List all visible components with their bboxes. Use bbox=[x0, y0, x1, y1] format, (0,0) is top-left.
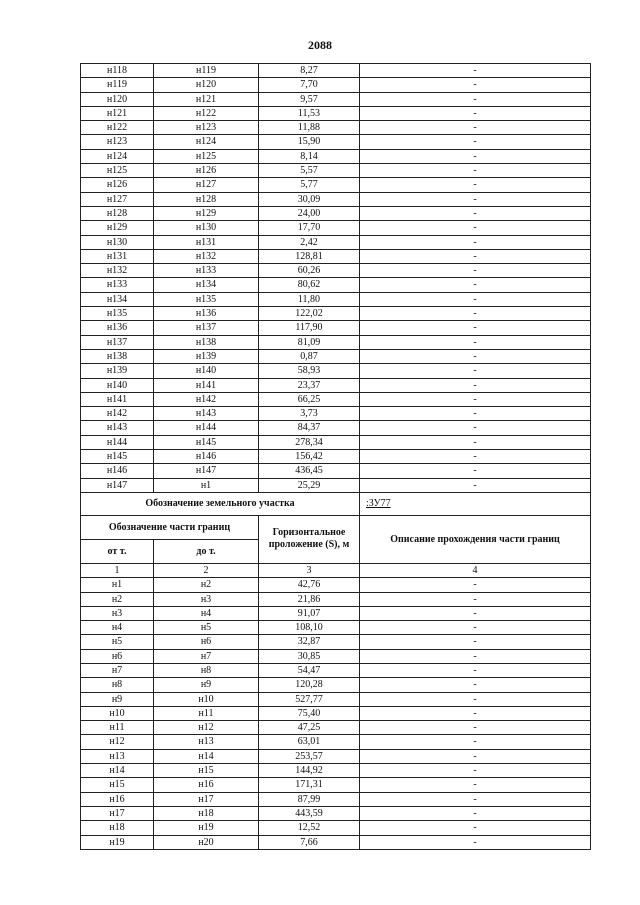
to-point: н19 bbox=[154, 821, 259, 835]
from-point: н118 bbox=[81, 64, 154, 78]
horizontal-distance: 87,99 bbox=[259, 792, 360, 806]
horizontal-distance: 66,25 bbox=[259, 392, 360, 406]
to-point: н134 bbox=[154, 278, 259, 292]
table-row bbox=[81, 635, 591, 649]
horizontal-distance: 12,52 bbox=[259, 821, 360, 835]
description: - bbox=[360, 249, 591, 263]
horizontal-distance: 8,14 bbox=[259, 149, 360, 163]
from-point: н134 bbox=[81, 292, 154, 306]
column-number: 2 bbox=[154, 563, 259, 577]
description: - bbox=[360, 764, 591, 778]
table-row bbox=[81, 364, 591, 378]
horizontal-distance: 117,90 bbox=[259, 321, 360, 335]
table-row bbox=[81, 764, 591, 778]
from-point: н17 bbox=[81, 806, 154, 820]
to-point: н128 bbox=[154, 192, 259, 206]
from-point: н125 bbox=[81, 164, 154, 178]
table-row bbox=[81, 307, 591, 321]
horizontal-distance: 5,57 bbox=[259, 164, 360, 178]
to-point: н139 bbox=[154, 349, 259, 363]
description: - bbox=[360, 235, 591, 249]
description: - bbox=[360, 735, 591, 749]
from-point: н122 bbox=[81, 121, 154, 135]
to-point: н3 bbox=[154, 592, 259, 606]
to-point: н130 bbox=[154, 221, 259, 235]
section2-header bbox=[81, 492, 591, 577]
to-point: н138 bbox=[154, 335, 259, 349]
from-point: н123 bbox=[81, 135, 154, 149]
description: - bbox=[360, 592, 591, 606]
parcel-label: Обозначение земельного участка bbox=[81, 492, 360, 515]
table-row bbox=[81, 164, 591, 178]
to-point: н18 bbox=[154, 806, 259, 820]
from-point: н124 bbox=[81, 149, 154, 163]
description: - bbox=[360, 106, 591, 120]
horizontal-distance: 2,42 bbox=[259, 235, 360, 249]
description: - bbox=[360, 221, 591, 235]
to-point: н127 bbox=[154, 178, 259, 192]
description: - bbox=[360, 335, 591, 349]
to-point: н16 bbox=[154, 778, 259, 792]
from-point: н18 bbox=[81, 821, 154, 835]
to-point: н129 bbox=[154, 206, 259, 220]
horizontal-distance: 80,62 bbox=[259, 278, 360, 292]
table-row bbox=[81, 464, 591, 478]
description: - bbox=[360, 378, 591, 392]
to-point: н132 bbox=[154, 249, 259, 263]
table-row bbox=[81, 663, 591, 677]
header-description: Описание прохождения части границ bbox=[360, 515, 591, 563]
table-row bbox=[81, 692, 591, 706]
description: - bbox=[360, 806, 591, 820]
from-point: н19 bbox=[81, 835, 154, 849]
horizontal-distance: 144,92 bbox=[259, 764, 360, 778]
horizontal-distance: 128,81 bbox=[259, 249, 360, 263]
parcel-value: :ЗУ77 bbox=[360, 492, 591, 515]
description: - bbox=[360, 435, 591, 449]
page-number: 2088 bbox=[308, 38, 332, 52]
table-row bbox=[81, 592, 591, 606]
horizontal-distance: 527,77 bbox=[259, 692, 360, 706]
horizontal-distance: 3,73 bbox=[259, 407, 360, 421]
table-row bbox=[81, 264, 591, 278]
description: - bbox=[360, 149, 591, 163]
to-point: н120 bbox=[154, 78, 259, 92]
description: - bbox=[360, 121, 591, 135]
from-point: н2 bbox=[81, 592, 154, 606]
to-point: н145 bbox=[154, 435, 259, 449]
to-point: н15 bbox=[154, 764, 259, 778]
from-point: н8 bbox=[81, 678, 154, 692]
horizontal-distance: 11,88 bbox=[259, 121, 360, 135]
from-point: н12 bbox=[81, 735, 154, 749]
from-point: н9 bbox=[81, 692, 154, 706]
from-point: н130 bbox=[81, 235, 154, 249]
to-point: н125 bbox=[154, 149, 259, 163]
horizontal-distance: 171,31 bbox=[259, 778, 360, 792]
from-point: н144 bbox=[81, 435, 154, 449]
from-point: н138 bbox=[81, 349, 154, 363]
from-point: н145 bbox=[81, 450, 154, 464]
horizontal-distance: 24,00 bbox=[259, 206, 360, 220]
horizontal-distance: 81,09 bbox=[259, 335, 360, 349]
to-point: н7 bbox=[154, 649, 259, 663]
from-point: н119 bbox=[81, 78, 154, 92]
to-point: н142 bbox=[154, 392, 259, 406]
table-row bbox=[81, 106, 591, 120]
column-number: 3 bbox=[259, 563, 360, 577]
description: - bbox=[360, 92, 591, 106]
horizontal-distance: 63,01 bbox=[259, 735, 360, 749]
from-point: н131 bbox=[81, 249, 154, 263]
header-from: от т. bbox=[81, 539, 154, 563]
table-row bbox=[81, 478, 591, 492]
to-point: н1 bbox=[154, 478, 259, 492]
description: - bbox=[360, 278, 591, 292]
from-point: н126 bbox=[81, 178, 154, 192]
to-point: н2 bbox=[154, 578, 259, 592]
from-point: н120 bbox=[81, 92, 154, 106]
description: - bbox=[360, 464, 591, 478]
table-row bbox=[81, 349, 591, 363]
description: - bbox=[360, 421, 591, 435]
table-row bbox=[81, 135, 591, 149]
description: - bbox=[360, 450, 591, 464]
from-point: н132 bbox=[81, 264, 154, 278]
table-row bbox=[81, 421, 591, 435]
table-row bbox=[81, 649, 591, 663]
horizontal-distance: 17,70 bbox=[259, 221, 360, 235]
horizontal-distance: 7,70 bbox=[259, 78, 360, 92]
table-row bbox=[81, 721, 591, 735]
description: - bbox=[360, 178, 591, 192]
from-point: н15 bbox=[81, 778, 154, 792]
horizontal-distance: 30,85 bbox=[259, 649, 360, 663]
column-number: 4 bbox=[360, 563, 591, 577]
horizontal-distance: 21,86 bbox=[259, 592, 360, 606]
to-point: н11 bbox=[154, 706, 259, 720]
horizontal-distance: 0,87 bbox=[259, 349, 360, 363]
description: - bbox=[360, 135, 591, 149]
description: - bbox=[360, 778, 591, 792]
table-row bbox=[81, 706, 591, 720]
from-point: н139 bbox=[81, 364, 154, 378]
horizontal-distance: 60,26 bbox=[259, 264, 360, 278]
table-row bbox=[81, 450, 591, 464]
from-point: н133 bbox=[81, 278, 154, 292]
description: - bbox=[360, 78, 591, 92]
table-row bbox=[81, 821, 591, 835]
table-row bbox=[81, 678, 591, 692]
description: - bbox=[360, 292, 591, 306]
description: - bbox=[360, 307, 591, 321]
from-point: н6 bbox=[81, 649, 154, 663]
description: - bbox=[360, 721, 591, 735]
from-point: н4 bbox=[81, 621, 154, 635]
description: - bbox=[360, 264, 591, 278]
table-row bbox=[81, 64, 591, 78]
from-point: н137 bbox=[81, 335, 154, 349]
description: - bbox=[360, 706, 591, 720]
description: - bbox=[360, 649, 591, 663]
table-row bbox=[81, 149, 591, 163]
from-point: н136 bbox=[81, 321, 154, 335]
to-point: н144 bbox=[154, 421, 259, 435]
horizontal-distance: 253,57 bbox=[259, 749, 360, 763]
horizontal-distance: 47,25 bbox=[259, 721, 360, 735]
description: - bbox=[360, 621, 591, 635]
table-row bbox=[81, 292, 591, 306]
description: - bbox=[360, 606, 591, 620]
to-point: н143 bbox=[154, 407, 259, 421]
table-row bbox=[81, 192, 591, 206]
horizontal-distance: 122,02 bbox=[259, 307, 360, 321]
description: - bbox=[360, 663, 591, 677]
description: - bbox=[360, 364, 591, 378]
table-row bbox=[81, 435, 591, 449]
table-row bbox=[81, 621, 591, 635]
from-point: н10 bbox=[81, 706, 154, 720]
horizontal-distance: 436,45 bbox=[259, 464, 360, 478]
from-point: н143 bbox=[81, 421, 154, 435]
to-point: н126 bbox=[154, 164, 259, 178]
from-point: н5 bbox=[81, 635, 154, 649]
to-point: н20 bbox=[154, 835, 259, 849]
from-point: н14 bbox=[81, 764, 154, 778]
to-point: н4 bbox=[154, 606, 259, 620]
table-row bbox=[81, 335, 591, 349]
horizontal-distance: 23,37 bbox=[259, 378, 360, 392]
description: - bbox=[360, 749, 591, 763]
description: - bbox=[360, 321, 591, 335]
from-point: н11 bbox=[81, 721, 154, 735]
table-row bbox=[81, 92, 591, 106]
to-point: н133 bbox=[154, 264, 259, 278]
from-point: н13 bbox=[81, 749, 154, 763]
boundary-table bbox=[80, 63, 591, 850]
header-boundary-part: Обозначение части границ bbox=[81, 515, 259, 539]
description: - bbox=[360, 164, 591, 178]
description: - bbox=[360, 578, 591, 592]
to-point: н119 bbox=[154, 64, 259, 78]
to-point: н10 bbox=[154, 692, 259, 706]
from-point: н147 bbox=[81, 478, 154, 492]
horizontal-distance: 25,29 bbox=[259, 478, 360, 492]
to-point: н146 bbox=[154, 450, 259, 464]
to-point: н14 bbox=[154, 749, 259, 763]
table-row bbox=[81, 249, 591, 263]
table-row bbox=[81, 578, 591, 592]
table-row bbox=[81, 735, 591, 749]
to-point: н9 bbox=[154, 678, 259, 692]
column-number: 1 bbox=[81, 563, 154, 577]
to-point: н124 bbox=[154, 135, 259, 149]
from-point: н1 bbox=[81, 578, 154, 592]
header-horizontal: Горизонтальное проложение (S), м bbox=[259, 515, 360, 563]
to-point: н5 bbox=[154, 621, 259, 635]
horizontal-distance: 108,10 bbox=[259, 621, 360, 635]
from-point: н3 bbox=[81, 606, 154, 620]
header-to: до т. bbox=[154, 539, 259, 563]
description: - bbox=[360, 407, 591, 421]
to-point: н140 bbox=[154, 364, 259, 378]
horizontal-distance: 30,09 bbox=[259, 192, 360, 206]
description: - bbox=[360, 821, 591, 835]
to-point: н121 bbox=[154, 92, 259, 106]
table-row bbox=[81, 392, 591, 406]
from-point: н142 bbox=[81, 407, 154, 421]
to-point: н147 bbox=[154, 464, 259, 478]
description: - bbox=[360, 64, 591, 78]
description: - bbox=[360, 835, 591, 849]
description: - bbox=[360, 192, 591, 206]
horizontal-distance: 278,34 bbox=[259, 435, 360, 449]
description: - bbox=[360, 392, 591, 406]
horizontal-distance: 443,59 bbox=[259, 806, 360, 820]
horizontal-distance: 9,57 bbox=[259, 92, 360, 106]
table-row bbox=[81, 221, 591, 235]
to-point: н135 bbox=[154, 292, 259, 306]
description: - bbox=[360, 692, 591, 706]
section1-body bbox=[81, 64, 591, 493]
description: - bbox=[360, 206, 591, 220]
to-point: н122 bbox=[154, 106, 259, 120]
from-point: н135 bbox=[81, 307, 154, 321]
section2-body bbox=[81, 578, 591, 850]
horizontal-distance: 156,42 bbox=[259, 450, 360, 464]
to-point: н136 bbox=[154, 307, 259, 321]
description: - bbox=[360, 349, 591, 363]
to-point: н131 bbox=[154, 235, 259, 249]
description: - bbox=[360, 478, 591, 492]
table-row bbox=[81, 121, 591, 135]
table-row bbox=[81, 78, 591, 92]
from-point: н141 bbox=[81, 392, 154, 406]
horizontal-distance: 58,93 bbox=[259, 364, 360, 378]
horizontal-distance: 5,77 bbox=[259, 178, 360, 192]
horizontal-distance: 15,90 bbox=[259, 135, 360, 149]
horizontal-distance: 54,47 bbox=[259, 663, 360, 677]
table-row bbox=[81, 278, 591, 292]
to-point: н8 bbox=[154, 663, 259, 677]
to-point: н123 bbox=[154, 121, 259, 135]
from-point: н146 bbox=[81, 464, 154, 478]
table-row bbox=[81, 835, 591, 849]
table-row bbox=[81, 178, 591, 192]
horizontal-distance: 7,66 bbox=[259, 835, 360, 849]
description: - bbox=[360, 635, 591, 649]
horizontal-distance: 11,53 bbox=[259, 106, 360, 120]
table-row bbox=[81, 806, 591, 820]
horizontal-distance: 32,87 bbox=[259, 635, 360, 649]
horizontal-distance: 91,07 bbox=[259, 606, 360, 620]
from-point: н129 bbox=[81, 221, 154, 235]
horizontal-distance: 75,40 bbox=[259, 706, 360, 720]
horizontal-distance: 84,37 bbox=[259, 421, 360, 435]
table-row bbox=[81, 407, 591, 421]
table-row bbox=[81, 206, 591, 220]
horizontal-distance: 120,28 bbox=[259, 678, 360, 692]
from-point: н16 bbox=[81, 792, 154, 806]
from-point: н121 bbox=[81, 106, 154, 120]
table-row bbox=[81, 235, 591, 249]
table-row bbox=[81, 321, 591, 335]
table-row bbox=[81, 606, 591, 620]
horizontal-distance: 8,27 bbox=[259, 64, 360, 78]
to-point: н6 bbox=[154, 635, 259, 649]
to-point: н13 bbox=[154, 735, 259, 749]
table-row bbox=[81, 778, 591, 792]
from-point: н7 bbox=[81, 663, 154, 677]
table-row bbox=[81, 749, 591, 763]
from-point: н128 bbox=[81, 206, 154, 220]
from-point: н127 bbox=[81, 192, 154, 206]
table-row bbox=[81, 792, 591, 806]
to-point: н17 bbox=[154, 792, 259, 806]
to-point: н12 bbox=[154, 721, 259, 735]
from-point: н140 bbox=[81, 378, 154, 392]
to-point: н141 bbox=[154, 378, 259, 392]
to-point: н137 bbox=[154, 321, 259, 335]
horizontal-distance: 11,80 bbox=[259, 292, 360, 306]
description: - bbox=[360, 678, 591, 692]
horizontal-distance: 42,76 bbox=[259, 578, 360, 592]
table-row bbox=[81, 378, 591, 392]
description: - bbox=[360, 792, 591, 806]
